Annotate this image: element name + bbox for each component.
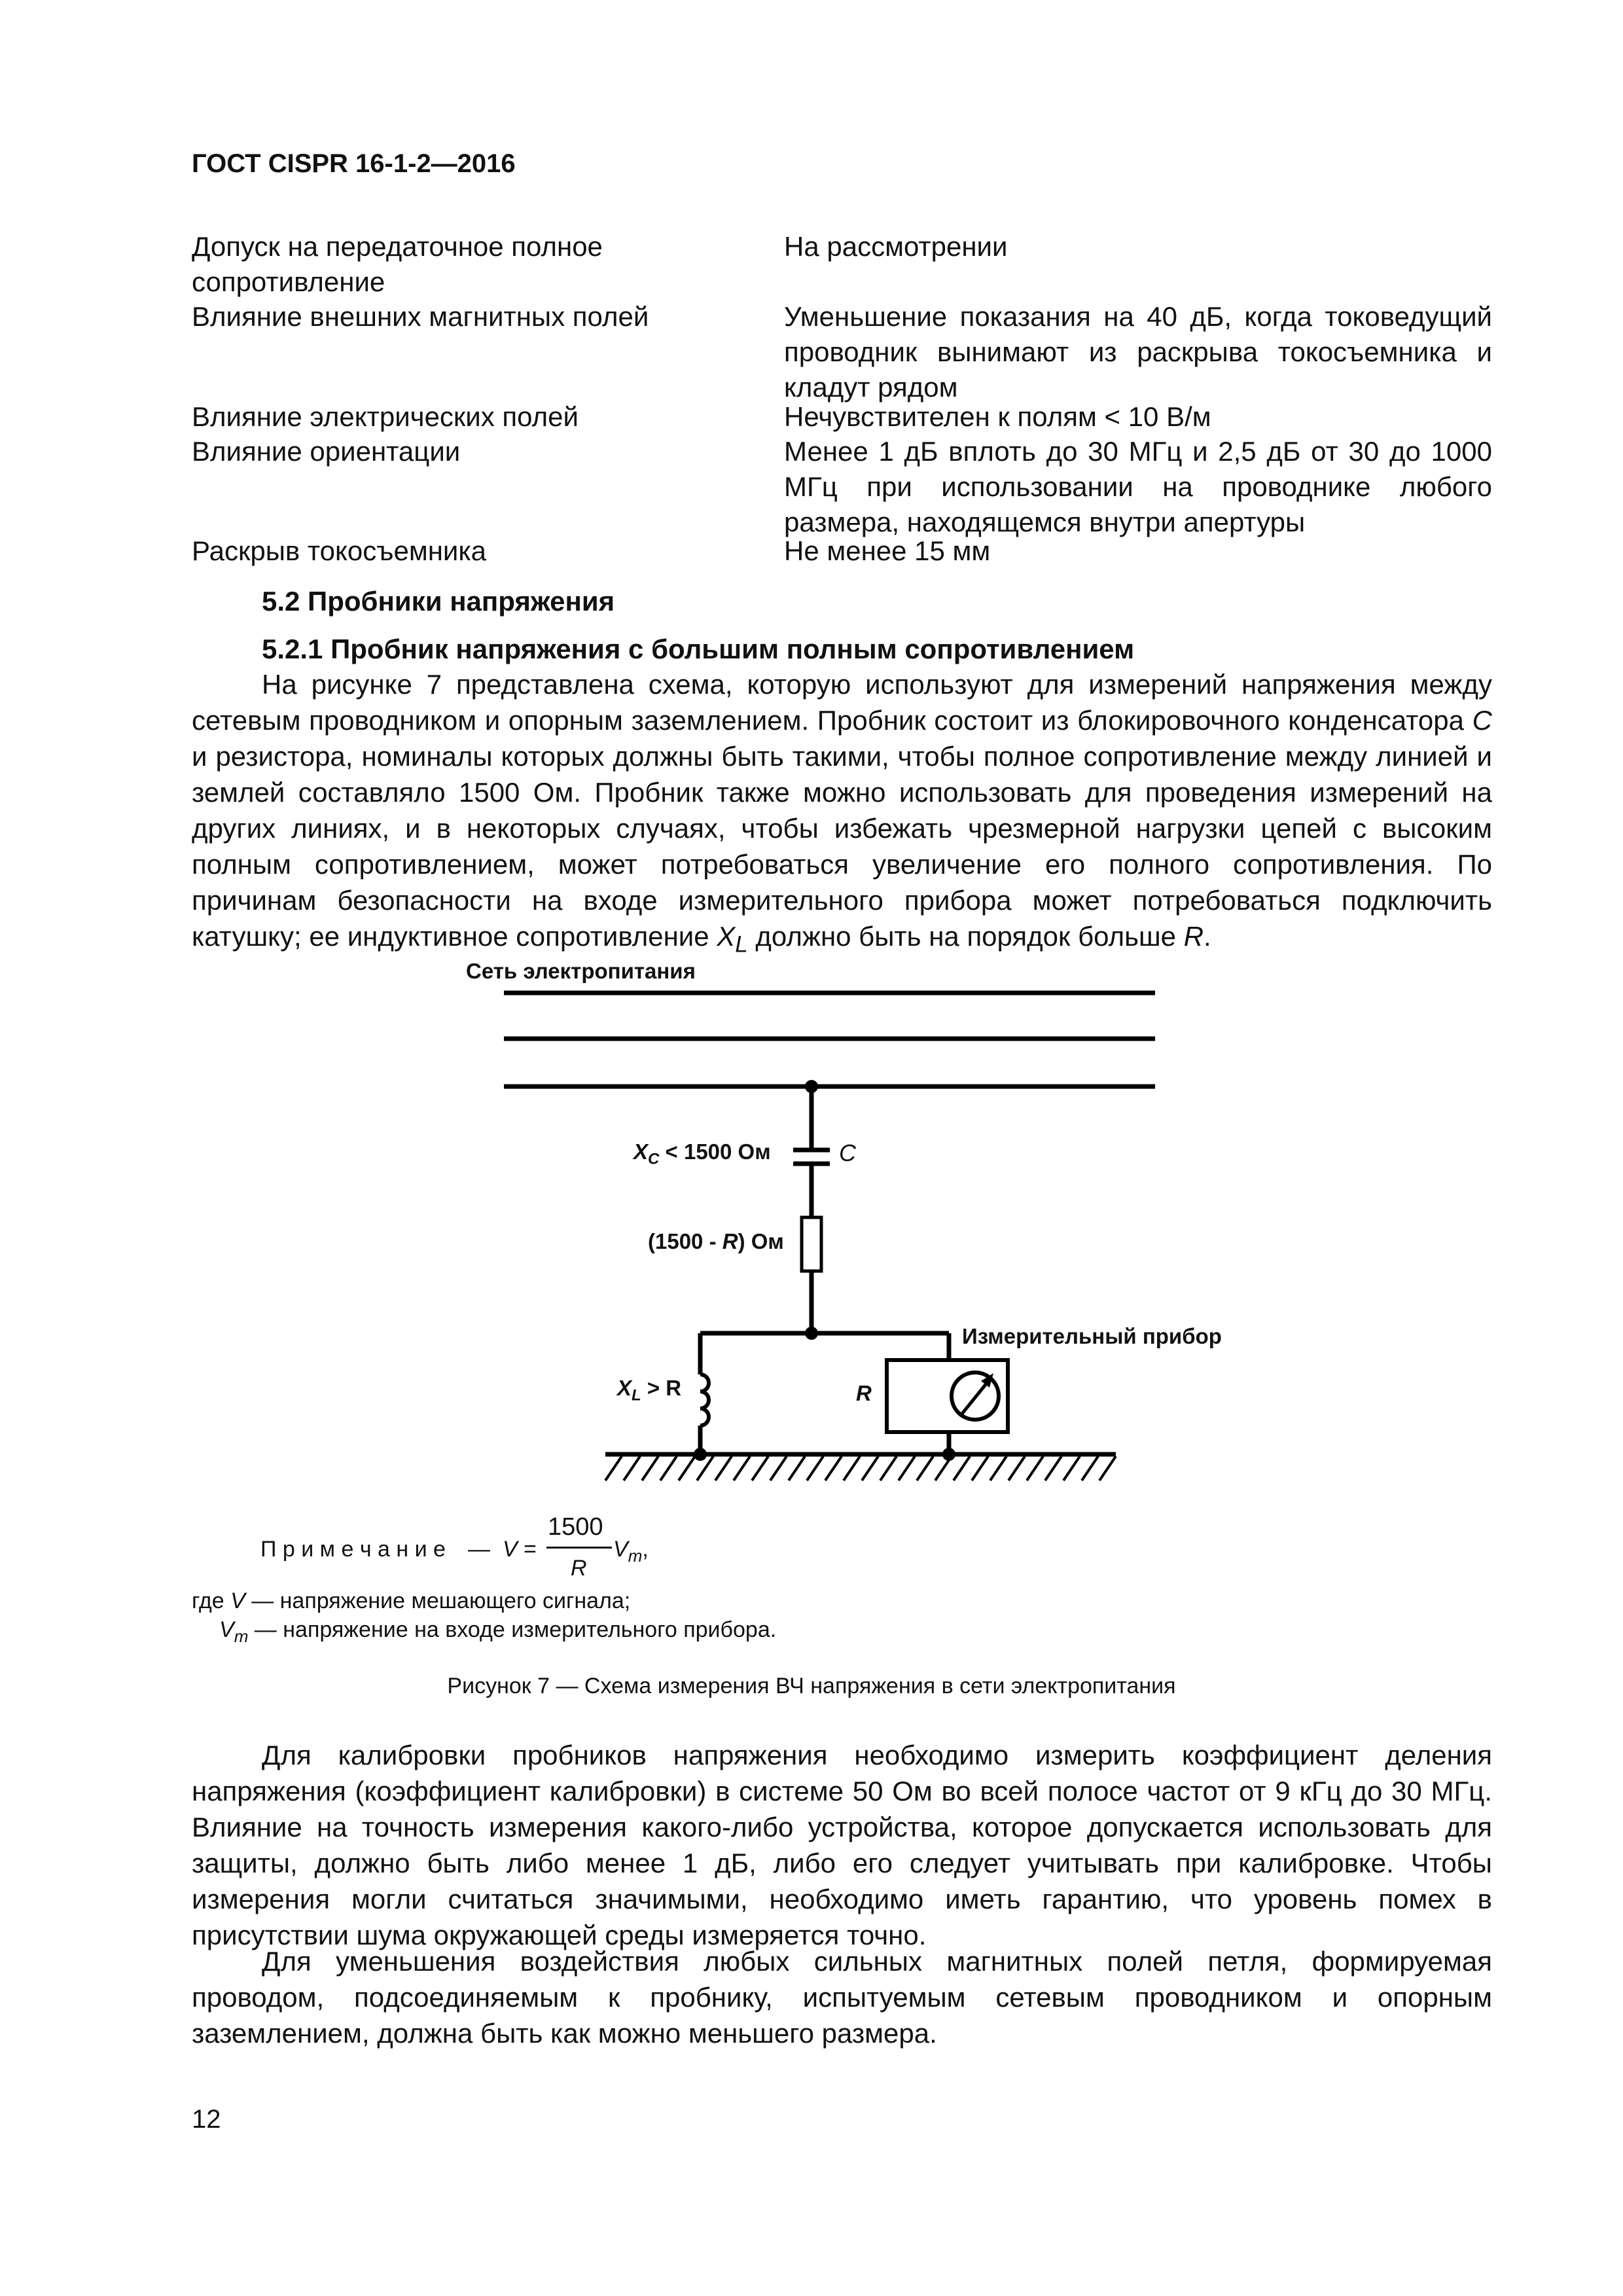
spec-value-orientation: Менее 1 дБ вплоть до 30 МГц и 2,5 дБ от 30 до 1000 МГц при использовании на проводнике любого размера, находящемся внутри апертуры xyxy=(784,436,1492,537)
spec-label-aperture: Раскрыв токосъемника xyxy=(192,535,487,566)
instrument-resistance-label: R xyxy=(856,1381,872,1405)
figure-caption: Рисунок 7 — Схема измерения ВЧ напряжения в сети электропитания xyxy=(447,1674,1176,1698)
resistor xyxy=(802,1217,821,1271)
section-5-2-1-paragraph: На рисунке 7 представлена схема, которую используют для измерений напряжения между сетевым проводником и опорным заземлением. Пробник состоит из блокировочного конденсатора C и резистора, номиналы которых должны быть такими, чтобы полное сопротивление между линией и землей составляло 1500 Ом. Пробник также можно использовать для проведения измерений на других линиях, и в некоторых случаях, чтобы избежать чрезмерной нагрузки цепей с высоким полным сопротивлением, может потребоваться увеличение его полного сопротивления. По причинам безопасности на входе измерительного прибора может потребоваться подключить катушку; ее индуктивное сопротивление $X_L$ должно быть на порядок больше R. xyxy=(192,669,1492,958)
ground-hatching xyxy=(605,1456,1116,1480)
section-heading-5-2-1: 5.2.1 Пробник напряжения с большим полным сопротивлением xyxy=(262,634,1135,664)
spec-label-magnetic-fields: Влияние внешних магнитных полей xyxy=(192,301,649,332)
inductor-label: $X_L > R$ xyxy=(617,1376,682,1405)
note-dash: — xyxy=(468,1537,490,1562)
page-number: 12 xyxy=(192,2105,221,2134)
calibration-paragraph: Для калибровки пробников напряжения необходимо измерить коэффициент деления напряжения (коэффициент калибровки) в системе 50 Ом во всей полосе частот от 9 кГц до 30 МГц. Влияние на точность измерения какого-либо устройства, которое допускается использовать для защиты, должно быть либо менее 1 дБ, либо его следует учитывать при калибровке. Чтобы измерения могли считаться значимыми, необходимо иметь гарантию, что уровень помех в присутствии шума окружающей среды измеряется точно. xyxy=(192,1740,1492,1950)
capacitor-symbol-label: C xyxy=(839,1139,856,1166)
spec-value-transfer-impedance: На рассмотрении xyxy=(784,231,1008,262)
fraction-bar xyxy=(546,1547,612,1549)
instrument-label: Измерительный прибор xyxy=(962,1324,1222,1348)
spec-value-electric-fields: Нечувствителен к полям < 10 В/м xyxy=(784,401,1211,432)
note-prefix: П р и м е ч а н и е xyxy=(260,1537,446,1562)
spec-label-orientation: Влияние ориентации xyxy=(192,436,461,467)
formula-equals: = xyxy=(524,1537,537,1562)
magnetic-loop-paragraph: Для уменьшения воздействия любых сильных магнитных полей петля, формируемая проводом, подсоединяемым к пробнику, испытуемым сетевым проводником и опорным заземлением, должна быть как можно меньшего размера. xyxy=(192,1946,1492,2049)
spec-value-magnetic-fields: Уменьшение показания на 40 дБ, когда токоведущий проводник вынимают из раскрыва токосъемника и кладут рядом xyxy=(784,301,1492,403)
power-line-label: Сеть электропитания xyxy=(466,959,696,983)
formula-numerator: 1500 xyxy=(548,1513,603,1541)
instrument-box xyxy=(887,1360,1008,1432)
capacitor-reactance-label: $X_C < 1500$ Ом xyxy=(633,1139,771,1168)
formula-denominator: R xyxy=(571,1556,587,1581)
spec-label-transfer-impedance: Допуск на передаточное полное сопротивление xyxy=(192,231,603,297)
spec-label-electric-fields: Влияние электрических полей xyxy=(192,401,579,432)
document-code: ГОСТ CISPR 16-1-2—2016 xyxy=(192,149,516,178)
inductor xyxy=(700,1374,709,1426)
resistor-label: (1500 - R) Ом xyxy=(648,1229,784,1253)
formula-Vm: $V_m$, xyxy=(613,1537,649,1566)
note-where-Vm: $V_m$ — напряжение на входе измерительного прибора. xyxy=(219,1617,777,1646)
note-where-V: где V — напряжение мешающего сигнала; xyxy=(192,1588,631,1613)
spec-value-aperture: Не менее 15 мм xyxy=(784,535,991,566)
formula-V: V xyxy=(503,1537,518,1562)
section-heading-5-2: 5.2 Пробники напряжения xyxy=(262,586,615,617)
